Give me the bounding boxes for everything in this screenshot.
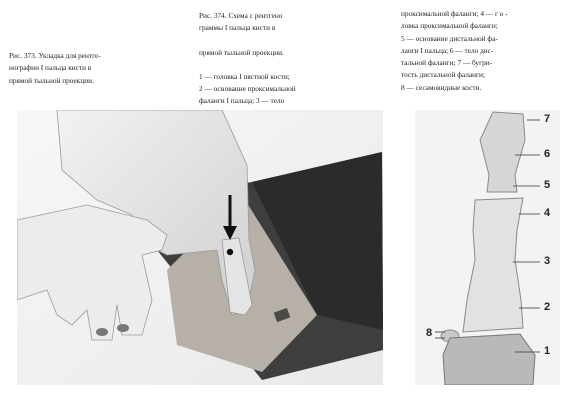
caption-line: прямой тыльной проекции. (9, 75, 94, 85)
marker-2: 2 (544, 301, 551, 313)
caption-gap (199, 35, 321, 47)
marker-4: 4 (544, 207, 551, 219)
legend-line: 2 — основание проксимальной (199, 84, 296, 94)
caption-line: нографии I пальца кисти в (9, 63, 92, 73)
caption-gap (199, 59, 321, 71)
hand-positioning-photo (17, 110, 383, 385)
legend-continuation (401, 8, 527, 94)
caption-line: граммы I пальца кисти в (199, 23, 276, 33)
central-ray-point (227, 249, 233, 255)
legend-line: фаланги I пальца; 3 — тело (199, 96, 285, 106)
legend-line: 5 — основание дистальной фа- (401, 33, 498, 43)
thumb-radiograph (415, 110, 560, 385)
radiograph-illustration (415, 110, 560, 385)
legend-line: проксимальной фаланги; 4 — г о - (401, 9, 508, 18)
legend-line: ланги I пальца; 6 — тело дис- (401, 45, 494, 55)
metacarpal-head (443, 334, 535, 385)
legend-line: 1 — головка I пястной кости; (199, 71, 290, 81)
caption-line: Рис. 374. Схема с рентгено (199, 11, 283, 20)
legend-line: тальной фаланги; 7 — бугри- (401, 58, 493, 68)
caption-line: Рис. 373. Укладка для рентге- (9, 51, 101, 60)
marker-3: 3 (544, 255, 551, 267)
hand-photo-illustration (17, 110, 383, 385)
marker-8: 8 (426, 327, 433, 339)
marker-5: 5 (544, 179, 551, 191)
figure-373-caption (9, 50, 131, 87)
figure-374-caption (199, 10, 321, 108)
caption-line: прямой тыльной проекции. (199, 47, 284, 57)
legend-line: 8 — сесамовидные кости. (401, 82, 482, 92)
legend-line: тость дистальной фаланги; (401, 70, 485, 80)
marker-7: 7 (544, 113, 551, 125)
legend-line: ловка проксимальной фаланги; (401, 21, 498, 31)
marker-1: 1 (544, 345, 551, 357)
marker-6: 6 (544, 148, 551, 160)
